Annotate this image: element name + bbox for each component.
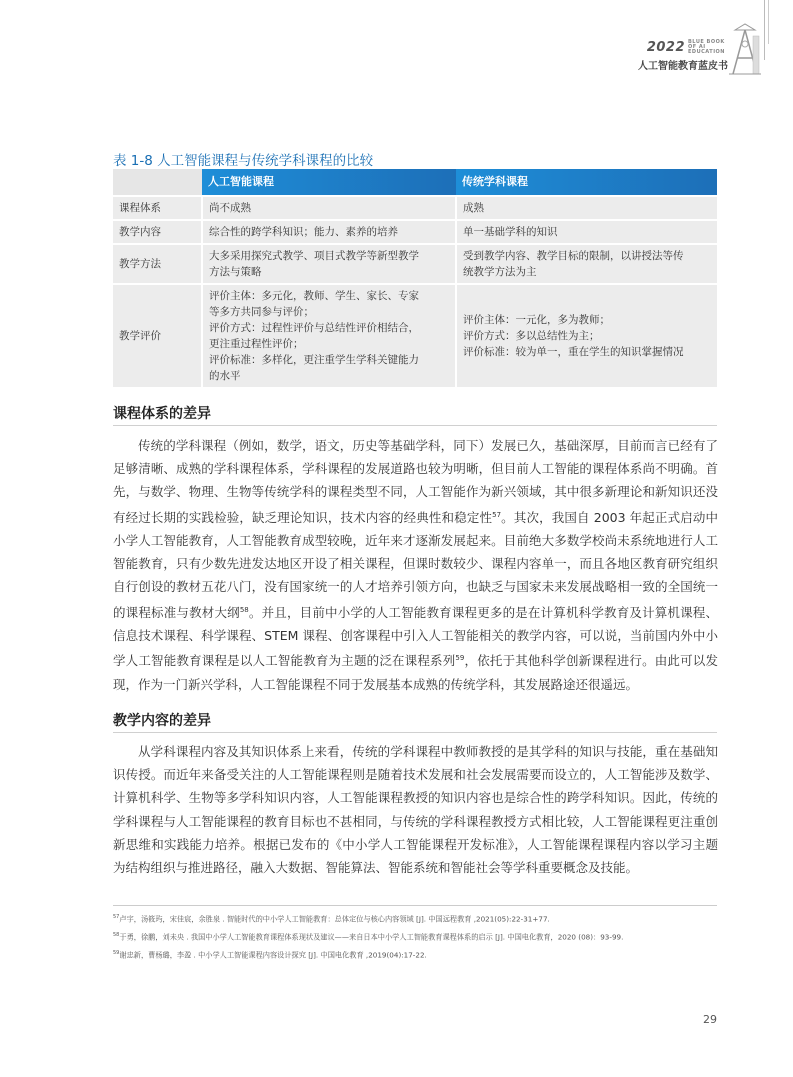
page-number: 29 <box>703 1013 717 1026</box>
header-decor-line-2 <box>768 0 769 44</box>
footnote <box>113 914 550 924</box>
footnote-number: 59 <box>113 950 120 956</box>
paragraph-text: ，依托于其他科学创新课程进行。由此可以发现，作为一门新兴学科，人工智能课程不同于发展基本成熟的传统学科，其发展路途还很遥远。 <box>113 653 718 692</box>
header-subtitle: 人工智能教育蓝皮书 <box>638 61 728 72</box>
section-divider <box>113 425 717 426</box>
ai-course-cell <box>202 196 456 220</box>
traditional-course-cell <box>456 220 717 244</box>
paragraph-text: 从学科课程内容及其知识体系上来看，传统的学科课程中教师教授的是其学科的知识与技能，重在基础知识传授。而近年来备受关注的人工智能课程则是随着技术发展和社会发展需要而设立的，人工智能涉及数学、计算机科学、生物等多学科知识内容，人工智能课程教授的知识内容也是综合性的跨学科知识。因此，传统的学科课程与人工智能课程的教育目标也不甚相同，与传统的学科课程教授方式相比较，人工智能课程更注重创新思维和实践能力培养。根据已发布的《中小学人工智能课程开发标准》，人工智能课程课程内容以学习主题为结构组织与推进路径，融入大数据、智能算法、智能系统和智能社会等学科重要概念及技能。 <box>113 744 718 876</box>
table-header-row <box>113 169 717 196</box>
footnote-text: 卢宇，汤筱玙，宋佳宸，余胜泉 . 智能时代的中小学人工智能教育：总体定位与核心内容领域 [J]. 中国远程教育 ,2021(05):22-31+77. <box>119 914 550 924</box>
paragraph <box>113 434 718 696</box>
cell-text: 综合性的跨学科知识；能力、素养的培养 <box>209 226 398 238</box>
cell-text: 评价主体：一元化，多为教师； 评价方式：多以总结性为主； 评价标准：较为单一，重在学生的知识掌握情况 <box>463 314 684 358</box>
table-row <box>113 244 717 284</box>
row-label: 课程体系 <box>113 196 202 220</box>
cell-text: 受到教学内容、教学目标的限制，以讲授法等传 统教学方法为主 <box>463 250 684 278</box>
traditional-course-cell <box>456 196 717 220</box>
ai-course-cell <box>202 284 456 387</box>
table-header-cell <box>113 169 202 196</box>
paragraph-text: 传统的学科课程（例如，数学，语文，历史等基础学科，同下）发展已久，基础深厚，目前而言已经有了足够清晰、成熟的学科课程体系，学科课程的发展道路也较为明晰，但目前人工智能的课程体系尚不明确。首先，与数学、物理、生物等传统学科的课程类型不同，人工智能作为新兴领域，其中很多新理论和新知识还没有经过长期的实践检验，缺乏理论知识，技术内容的经典性和稳定性 <box>113 438 718 525</box>
table-row <box>113 220 717 244</box>
cell-text: 大多采用探究式教学、项目式教学等新型教学 方法与策略 <box>209 250 419 278</box>
table-header-cell: 人工智能课程 <box>202 169 456 196</box>
ai-course-cell <box>202 220 456 244</box>
cell-text: 尚不成熟 <box>209 202 251 214</box>
cell-text: 评价主体：多元化，教师、学生、家长、专家 等多方共同参与评价； 评价方式：过程性评价与总结性评价相结合， 更注重过程性评价； 评价标准：多样化，更注重学生学科关键能力 的水平 <box>209 290 419 382</box>
ai-course-cell <box>202 244 456 284</box>
footnote-text: 于勇，徐鹏，刘未央 . 我国中小学人工智能教育课程体系现状及建议——来自日本中小学人工智能教育课程体系的启示 [J]. 中国电化教育，2020 (08)：93-99. <box>119 932 624 942</box>
header-year-text: 2022 <box>646 40 685 55</box>
traditional-course-cell <box>456 284 717 387</box>
section-divider <box>113 732 717 733</box>
section-heading: 课程体系的差异 <box>113 406 211 422</box>
footnote <box>113 950 427 960</box>
cell-text: 单一基础学科的知识 <box>463 226 558 238</box>
header-year-en: BLUE BOOK OF AI EDUCATION <box>688 39 725 55</box>
row-label: 教学内容 <box>113 220 202 244</box>
footnote-number: 57 <box>113 914 120 920</box>
footnote-ref: 59 <box>455 654 465 663</box>
header-year <box>638 40 728 55</box>
header-decor-line <box>764 0 765 60</box>
paragraph-text: 。并且，目前中小学的人工智能教育课程更多的是在计算机科学教育及计算机课程、信息技术课程、科学课程、STEM 课程、创客课程中引入人工智能相关的教学内容，可以说，当前国内外中小学人工智能教育课程是以人工智能教育为主题的泛在课程系列 <box>113 604 718 669</box>
table-row <box>113 284 717 387</box>
section-heading: 教学内容的差异 <box>113 713 211 729</box>
footnote-text: 谢忠新，曹杨璐，李盈 . 中小学人工智能课程内容设计探究 [J]. 中国电化教育 ,2019(04):17-22. <box>119 950 427 960</box>
row-label: 教学评价 <box>113 284 202 387</box>
row-label: 教学方法 <box>113 244 202 284</box>
footnote-number: 58 <box>113 932 120 938</box>
paragraph-text: 。其次，我国自 2003 年起正式启动中小学人工智能教育，人工智能教育成型较晚，近年来才逐渐发展起来。目前绝大多数学校尚未系统地进行人工智能教育，只有少数先进发达地区开设了相关课程，但课时数较少、课程内容单一，而且各地区教育研究组织自行创设的教材五花八门，没有国家统一的人才培养引领方向，也缺乏与国家未来发展战略相一致的全国统一的课程标准与教材大纲 <box>113 509 718 620</box>
page-header <box>638 40 728 72</box>
blue-book-logo-icon <box>727 22 763 78</box>
footnote-divider <box>113 905 717 906</box>
comparison-table <box>113 169 717 387</box>
paragraph <box>113 740 718 879</box>
cell-text: 成熟 <box>463 202 484 214</box>
footnote-ref: 57 <box>492 510 502 519</box>
footnote <box>113 932 623 942</box>
table-row <box>113 196 717 220</box>
traditional-course-cell <box>456 244 717 284</box>
table-header-cell: 传统学科课程 <box>456 169 717 196</box>
table-title: 表 1-8 人工智能课程与传统学科课程的比较 <box>113 153 374 169</box>
footnote-ref: 58 <box>239 605 249 614</box>
